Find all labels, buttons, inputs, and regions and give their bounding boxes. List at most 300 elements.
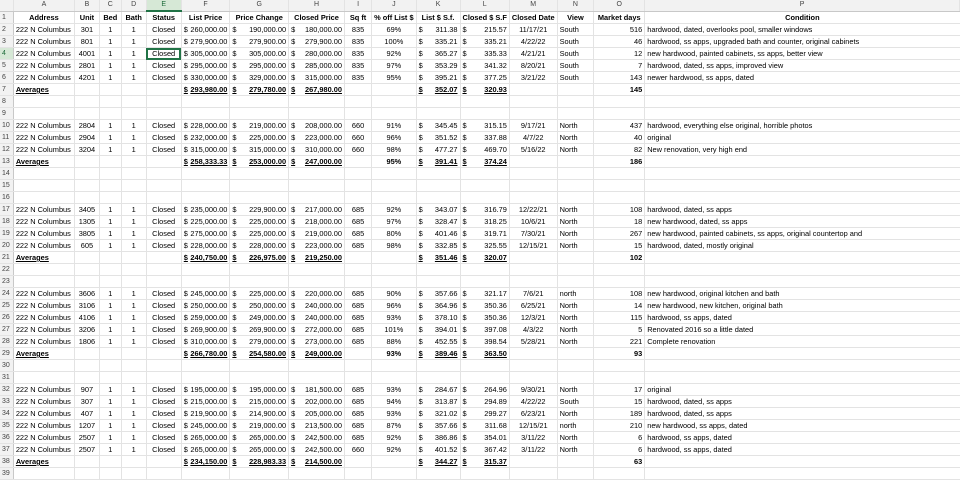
cell-closed-per-sf[interactable] bbox=[460, 228, 509, 240]
cell-closed-price[interactable] bbox=[289, 96, 345, 108]
cell-sq-ft[interactable] bbox=[344, 336, 371, 348]
cell-closed-price[interactable] bbox=[289, 108, 345, 120]
cell-price-change[interactable] bbox=[230, 276, 289, 288]
cell-pct-off-list[interactable] bbox=[372, 468, 416, 480]
cell-closed-date[interactable] bbox=[509, 84, 557, 96]
cell-price-change[interactable] bbox=[230, 36, 289, 48]
cell-sq-ft[interactable] bbox=[344, 252, 371, 264]
cell-bed[interactable] bbox=[99, 84, 121, 96]
cell-unit[interactable] bbox=[75, 336, 100, 348]
row-header[interactable]: 27 bbox=[0, 324, 13, 336]
cell-unit[interactable] bbox=[75, 372, 100, 384]
cell-market-days[interactable] bbox=[594, 228, 645, 240]
cell-view[interactable] bbox=[557, 420, 594, 432]
cell-market-days[interactable] bbox=[594, 108, 645, 120]
cell-bath[interactable] bbox=[121, 324, 146, 336]
cell-list-per-sf[interactable] bbox=[416, 72, 460, 84]
cell-market-days[interactable] bbox=[594, 396, 645, 408]
cell-closed-per-sf[interactable] bbox=[460, 288, 509, 300]
cell-price-change[interactable] bbox=[230, 336, 289, 348]
cell-pct-off-list[interactable] bbox=[372, 384, 416, 396]
cell-bed[interactable] bbox=[99, 432, 121, 444]
cell-list-per-sf[interactable] bbox=[416, 240, 460, 252]
cell-price-change[interactable] bbox=[230, 108, 289, 120]
cell-status[interactable] bbox=[146, 456, 181, 468]
cell-pct-off-list[interactable] bbox=[372, 360, 416, 372]
cell-view[interactable] bbox=[557, 252, 594, 264]
cell-closed-price[interactable] bbox=[289, 192, 345, 204]
cell-closed-date[interactable] bbox=[509, 204, 557, 216]
cell-price-change[interactable] bbox=[230, 24, 289, 36]
cell-unit[interactable] bbox=[75, 36, 100, 48]
cell-closed-per-sf[interactable] bbox=[460, 216, 509, 228]
cell-view[interactable] bbox=[557, 372, 594, 384]
cell-bath[interactable] bbox=[121, 132, 146, 144]
cell-bed[interactable] bbox=[99, 348, 121, 360]
cell-price-change[interactable] bbox=[230, 456, 289, 468]
cell-unit[interactable] bbox=[75, 360, 100, 372]
cell-closed-date[interactable] bbox=[509, 36, 557, 48]
cell-closed-date[interactable] bbox=[509, 372, 557, 384]
cell-bath[interactable] bbox=[121, 36, 146, 48]
cell-market-days[interactable] bbox=[594, 432, 645, 444]
cell-market-days[interactable] bbox=[594, 276, 645, 288]
cell-condition[interactable] bbox=[645, 408, 960, 420]
column-header-k[interactable]: K bbox=[416, 0, 460, 11]
cell-condition[interactable] bbox=[645, 300, 960, 312]
cell-list-price[interactable] bbox=[181, 300, 230, 312]
cell-market-days[interactable] bbox=[594, 420, 645, 432]
cell-bed[interactable] bbox=[99, 468, 121, 480]
row-header[interactable]: 30 bbox=[0, 360, 13, 372]
cell-unit[interactable] bbox=[75, 312, 100, 324]
cell-list-per-sf[interactable] bbox=[416, 204, 460, 216]
cell-list-per-sf[interactable] bbox=[416, 312, 460, 324]
cell-pct-off-list[interactable] bbox=[372, 108, 416, 120]
cell-closed-per-sf[interactable] bbox=[460, 420, 509, 432]
cell-closed-per-sf[interactable]: Closed $ S.F bbox=[460, 11, 509, 24]
cell-closed-price[interactable] bbox=[289, 456, 345, 468]
row-header[interactable]: 29 bbox=[0, 348, 13, 360]
cell-sq-ft[interactable] bbox=[344, 24, 371, 36]
column-header-o[interactable]: O bbox=[594, 0, 645, 11]
cell-closed-price[interactable] bbox=[289, 168, 345, 180]
cell-unit[interactable] bbox=[75, 96, 100, 108]
cell-list-per-sf[interactable] bbox=[416, 252, 460, 264]
cell-closed-per-sf[interactable] bbox=[460, 348, 509, 360]
cell-unit[interactable] bbox=[75, 444, 100, 456]
cell-condition[interactable] bbox=[645, 132, 960, 144]
cell-status[interactable] bbox=[146, 120, 181, 132]
cell-address[interactable] bbox=[13, 264, 74, 276]
cell-address[interactable] bbox=[13, 432, 74, 444]
cell-address[interactable] bbox=[13, 180, 74, 192]
column-header-h[interactable]: H bbox=[289, 0, 345, 11]
cell-closed-price[interactable] bbox=[289, 24, 345, 36]
cell-status[interactable] bbox=[146, 468, 181, 480]
cell-closed-price[interactable] bbox=[289, 60, 345, 72]
cell-pct-off-list[interactable] bbox=[372, 204, 416, 216]
cell-pct-off-list[interactable] bbox=[372, 312, 416, 324]
cell-price-change[interactable] bbox=[230, 180, 289, 192]
cell-closed-price[interactable] bbox=[289, 132, 345, 144]
cell-pct-off-list[interactable] bbox=[372, 180, 416, 192]
cell-closed-price[interactable] bbox=[289, 324, 345, 336]
cell-address[interactable] bbox=[13, 204, 74, 216]
cell-closed-per-sf[interactable] bbox=[460, 120, 509, 132]
cell-condition[interactable] bbox=[645, 420, 960, 432]
cell-closed-date[interactable] bbox=[509, 252, 557, 264]
cell-condition[interactable] bbox=[645, 288, 960, 300]
cell-pct-off-list[interactable] bbox=[372, 132, 416, 144]
cell-list-price[interactable] bbox=[181, 96, 230, 108]
cell-closed-per-sf[interactable] bbox=[460, 468, 509, 480]
cell-unit[interactable] bbox=[75, 60, 100, 72]
cell-closed-date[interactable] bbox=[509, 384, 557, 396]
cell-sq-ft[interactable] bbox=[344, 240, 371, 252]
cell-condition[interactable] bbox=[645, 372, 960, 384]
cell-list-per-sf[interactable] bbox=[416, 444, 460, 456]
cell-bath[interactable] bbox=[121, 444, 146, 456]
cell-bed[interactable] bbox=[99, 24, 121, 36]
cell-bath[interactable] bbox=[121, 336, 146, 348]
cell-bath[interactable] bbox=[121, 204, 146, 216]
cell-list-price[interactable] bbox=[181, 444, 230, 456]
cell-pct-off-list[interactable] bbox=[372, 156, 416, 168]
cell-closed-date[interactable] bbox=[509, 288, 557, 300]
cell-list-per-sf[interactable] bbox=[416, 288, 460, 300]
cell-list-per-sf[interactable] bbox=[416, 84, 460, 96]
cell-pct-off-list[interactable] bbox=[372, 72, 416, 84]
cell-status[interactable] bbox=[146, 72, 181, 84]
cell-bath[interactable] bbox=[121, 456, 146, 468]
cell-price-change[interactable] bbox=[230, 312, 289, 324]
cell-price-change[interactable] bbox=[230, 240, 289, 252]
cell-price-change[interactable] bbox=[230, 48, 289, 60]
cell-list-per-sf[interactable] bbox=[416, 180, 460, 192]
cell-pct-off-list[interactable] bbox=[372, 300, 416, 312]
cell-view[interactable] bbox=[557, 240, 594, 252]
cell-closed-per-sf[interactable] bbox=[460, 48, 509, 60]
cell-closed-per-sf[interactable] bbox=[460, 456, 509, 468]
cell-unit[interactable] bbox=[75, 84, 100, 96]
cell-unit[interactable] bbox=[75, 324, 100, 336]
cell-pct-off-list[interactable] bbox=[372, 96, 416, 108]
cell-list-price[interactable] bbox=[181, 120, 230, 132]
cell-status[interactable] bbox=[146, 168, 181, 180]
cell-closed-per-sf[interactable] bbox=[460, 144, 509, 156]
cell-view[interactable] bbox=[557, 168, 594, 180]
cell-closed-price[interactable] bbox=[289, 36, 345, 48]
cell-condition[interactable] bbox=[645, 180, 960, 192]
cell-bed[interactable] bbox=[99, 408, 121, 420]
cell-closed-date[interactable] bbox=[509, 360, 557, 372]
cell-bed[interactable] bbox=[99, 120, 121, 132]
row-header[interactable]: 18 bbox=[0, 216, 13, 228]
cell-view[interactable] bbox=[557, 444, 594, 456]
cell-sq-ft[interactable] bbox=[344, 360, 371, 372]
cell-list-price[interactable] bbox=[181, 396, 230, 408]
cell-list-price[interactable] bbox=[181, 456, 230, 468]
cell-list-price[interactable] bbox=[181, 264, 230, 276]
column-header-e[interactable]: E bbox=[146, 0, 181, 11]
cell-market-days[interactable] bbox=[594, 72, 645, 84]
cell-closed-price[interactable] bbox=[289, 408, 345, 420]
cell-bath[interactable] bbox=[121, 228, 146, 240]
row-header[interactable]: 37 bbox=[0, 444, 13, 456]
cell-bath[interactable] bbox=[121, 84, 146, 96]
cell-closed-per-sf[interactable] bbox=[460, 24, 509, 36]
cell-unit[interactable] bbox=[75, 24, 100, 36]
cell-view[interactable] bbox=[557, 288, 594, 300]
cell-closed-date[interactable] bbox=[509, 228, 557, 240]
cell-closed-price[interactable] bbox=[289, 264, 345, 276]
cell-bath[interactable] bbox=[121, 252, 146, 264]
cell-unit[interactable] bbox=[75, 132, 100, 144]
cell-closed-per-sf[interactable] bbox=[460, 312, 509, 324]
cell-closed-per-sf[interactable] bbox=[460, 252, 509, 264]
cell-list-price[interactable]: List Price bbox=[181, 11, 230, 24]
cell-price-change[interactable] bbox=[230, 408, 289, 420]
cell-unit[interactable] bbox=[75, 168, 100, 180]
row-header[interactable]: 13 bbox=[0, 156, 13, 168]
cell-closed-per-sf[interactable] bbox=[460, 180, 509, 192]
cell-pct-off-list[interactable] bbox=[372, 228, 416, 240]
cell-bed[interactable] bbox=[99, 96, 121, 108]
cell-view[interactable] bbox=[557, 312, 594, 324]
cell-list-price[interactable] bbox=[181, 312, 230, 324]
cell-bath[interactable]: Bath bbox=[121, 11, 146, 24]
cell-market-days[interactable] bbox=[594, 240, 645, 252]
cell-price-change[interactable] bbox=[230, 72, 289, 84]
cell-bath[interactable] bbox=[121, 120, 146, 132]
cell-list-price[interactable] bbox=[181, 420, 230, 432]
cell-closed-date[interactable] bbox=[509, 240, 557, 252]
cell-closed-date[interactable] bbox=[509, 408, 557, 420]
cell-market-days[interactable] bbox=[594, 324, 645, 336]
row-header[interactable]: 35 bbox=[0, 420, 13, 432]
cell-closed-price[interactable] bbox=[289, 228, 345, 240]
row-header[interactable]: 10 bbox=[0, 120, 13, 132]
cell-status[interactable] bbox=[146, 372, 181, 384]
cell-price-change[interactable] bbox=[230, 420, 289, 432]
cell-bed[interactable] bbox=[99, 372, 121, 384]
cell-sq-ft[interactable] bbox=[344, 408, 371, 420]
cell-closed-per-sf[interactable] bbox=[460, 276, 509, 288]
cell-list-price[interactable] bbox=[181, 36, 230, 48]
cell-address[interactable] bbox=[13, 144, 74, 156]
cell-view[interactable] bbox=[557, 108, 594, 120]
row-header[interactable]: 39 bbox=[0, 468, 13, 480]
cell-pct-off-list[interactable] bbox=[372, 396, 416, 408]
cell-view[interactable] bbox=[557, 468, 594, 480]
cell-price-change[interactable] bbox=[230, 300, 289, 312]
cell-pct-off-list[interactable] bbox=[372, 408, 416, 420]
cell-unit[interactable] bbox=[75, 48, 100, 60]
cell-address[interactable] bbox=[13, 456, 74, 468]
cell-sq-ft[interactable] bbox=[344, 168, 371, 180]
cell-address[interactable] bbox=[13, 60, 74, 72]
cell-bed[interactable] bbox=[99, 384, 121, 396]
cell-closed-per-sf[interactable] bbox=[460, 336, 509, 348]
cell-bath[interactable] bbox=[121, 468, 146, 480]
cell-condition[interactable] bbox=[645, 96, 960, 108]
cell-status[interactable] bbox=[146, 228, 181, 240]
row-header[interactable]: 22 bbox=[0, 264, 13, 276]
column-header-j[interactable]: J bbox=[372, 0, 416, 11]
cell-view[interactable] bbox=[557, 120, 594, 132]
cell-bed[interactable] bbox=[99, 144, 121, 156]
row-header[interactable]: 17 bbox=[0, 204, 13, 216]
cell-condition[interactable] bbox=[645, 24, 960, 36]
cell-condition[interactable] bbox=[645, 48, 960, 60]
cell-address[interactable] bbox=[13, 360, 74, 372]
column-header-l[interactable]: L bbox=[460, 0, 509, 11]
cell-bath[interactable] bbox=[121, 96, 146, 108]
cell-pct-off-list[interactable] bbox=[372, 216, 416, 228]
cell-list-per-sf[interactable] bbox=[416, 396, 460, 408]
cell-pct-off-list[interactable] bbox=[372, 168, 416, 180]
cell-list-per-sf[interactable] bbox=[416, 192, 460, 204]
cell-address[interactable] bbox=[13, 396, 74, 408]
cell-price-change[interactable] bbox=[230, 384, 289, 396]
cell-address[interactable] bbox=[13, 408, 74, 420]
cell-condition[interactable] bbox=[645, 468, 960, 480]
cell-bath[interactable] bbox=[121, 420, 146, 432]
cell-status[interactable] bbox=[146, 108, 181, 120]
row-header[interactable]: 20 bbox=[0, 240, 13, 252]
cell-closed-per-sf[interactable] bbox=[460, 264, 509, 276]
cell-closed-date[interactable] bbox=[509, 456, 557, 468]
cell-sq-ft[interactable] bbox=[344, 468, 371, 480]
cell-market-days[interactable] bbox=[594, 252, 645, 264]
cell-closed-date[interactable] bbox=[509, 108, 557, 120]
cell-condition[interactable] bbox=[645, 36, 960, 48]
cell-closed-price[interactable] bbox=[289, 396, 345, 408]
cell-closed-per-sf[interactable] bbox=[460, 36, 509, 48]
cell-pct-off-list[interactable] bbox=[372, 372, 416, 384]
row-header[interactable]: 36 bbox=[0, 432, 13, 444]
cell-market-days[interactable] bbox=[594, 132, 645, 144]
cell-closed-price[interactable] bbox=[289, 84, 345, 96]
cell-bath[interactable] bbox=[121, 156, 146, 168]
cell-market-days[interactable] bbox=[594, 84, 645, 96]
cell-condition[interactable] bbox=[645, 168, 960, 180]
cell-closed-date[interactable] bbox=[509, 96, 557, 108]
cell-market-days[interactable] bbox=[594, 48, 645, 60]
cell-address[interactable] bbox=[13, 192, 74, 204]
row-header[interactable]: 8 bbox=[0, 96, 13, 108]
column-header-g[interactable]: G bbox=[230, 0, 289, 11]
cell-list-per-sf[interactable] bbox=[416, 132, 460, 144]
cell-sq-ft[interactable]: Sq ft bbox=[344, 11, 371, 24]
cell-status[interactable] bbox=[146, 132, 181, 144]
column-header-f[interactable]: F bbox=[181, 0, 230, 11]
cell-status[interactable] bbox=[146, 60, 181, 72]
cell-list-price[interactable] bbox=[181, 240, 230, 252]
cell-closed-price[interactable] bbox=[289, 120, 345, 132]
cell-address[interactable] bbox=[13, 108, 74, 120]
cell-pct-off-list[interactable] bbox=[372, 324, 416, 336]
cell-unit[interactable] bbox=[75, 264, 100, 276]
cell-price-change[interactable] bbox=[230, 444, 289, 456]
cell-condition[interactable] bbox=[645, 144, 960, 156]
cell-condition[interactable] bbox=[645, 156, 960, 168]
cell-sq-ft[interactable] bbox=[344, 48, 371, 60]
cell-bed[interactable] bbox=[99, 60, 121, 72]
cell-address[interactable] bbox=[13, 48, 74, 60]
cell-closed-price[interactable] bbox=[289, 336, 345, 348]
cell-unit[interactable] bbox=[75, 468, 100, 480]
cell-bed[interactable] bbox=[99, 132, 121, 144]
cell-list-price[interactable] bbox=[181, 84, 230, 96]
cell-price-change[interactable] bbox=[230, 432, 289, 444]
cell-bath[interactable] bbox=[121, 60, 146, 72]
cell-bath[interactable] bbox=[121, 144, 146, 156]
row-header[interactable]: 1 bbox=[0, 11, 13, 24]
cell-view[interactable] bbox=[557, 204, 594, 216]
cell-condition[interactable] bbox=[645, 276, 960, 288]
cell-closed-price[interactable] bbox=[289, 348, 345, 360]
cell-status[interactable] bbox=[146, 324, 181, 336]
cell-closed-date[interactable] bbox=[509, 156, 557, 168]
cell-bath[interactable] bbox=[121, 216, 146, 228]
row-header[interactable]: 26 bbox=[0, 312, 13, 324]
cell-bath[interactable] bbox=[121, 48, 146, 60]
cell-list-price[interactable] bbox=[181, 408, 230, 420]
cell-view[interactable] bbox=[557, 300, 594, 312]
cell-list-per-sf[interactable] bbox=[416, 324, 460, 336]
cell-bed[interactable] bbox=[99, 336, 121, 348]
cell-closed-date[interactable] bbox=[509, 24, 557, 36]
cell-condition[interactable] bbox=[645, 360, 960, 372]
cell-sq-ft[interactable] bbox=[344, 444, 371, 456]
cell-sq-ft[interactable] bbox=[344, 228, 371, 240]
cell-closed-per-sf[interactable] bbox=[460, 192, 509, 204]
cell-market-days[interactable] bbox=[594, 444, 645, 456]
cell-list-price[interactable] bbox=[181, 72, 230, 84]
cell-pct-off-list[interactable] bbox=[372, 264, 416, 276]
cell-condition[interactable] bbox=[645, 192, 960, 204]
cell-closed-price[interactable] bbox=[289, 360, 345, 372]
cell-status[interactable] bbox=[146, 444, 181, 456]
cell-status[interactable] bbox=[146, 180, 181, 192]
cell-price-change[interactable] bbox=[230, 348, 289, 360]
cell-closed-price[interactable] bbox=[289, 240, 345, 252]
cell-status[interactable] bbox=[146, 204, 181, 216]
cell-closed-date[interactable] bbox=[509, 276, 557, 288]
cell-unit[interactable] bbox=[75, 288, 100, 300]
cell-unit[interactable] bbox=[75, 204, 100, 216]
cell-list-per-sf[interactable] bbox=[416, 336, 460, 348]
cell-bed[interactable] bbox=[99, 264, 121, 276]
cell-address[interactable] bbox=[13, 420, 74, 432]
cell-bed[interactable] bbox=[99, 288, 121, 300]
cell-price-change[interactable] bbox=[230, 132, 289, 144]
cell-market-days[interactable] bbox=[594, 288, 645, 300]
cell-sq-ft[interactable] bbox=[344, 36, 371, 48]
cell-status[interactable] bbox=[146, 432, 181, 444]
cell-price-change[interactable] bbox=[230, 360, 289, 372]
cell-closed-price[interactable] bbox=[289, 288, 345, 300]
cell-view[interactable] bbox=[557, 60, 594, 72]
cell-closed-per-sf[interactable] bbox=[460, 108, 509, 120]
column-header-a[interactable]: A bbox=[13, 0, 74, 11]
cell-view[interactable] bbox=[557, 276, 594, 288]
cell-list-price[interactable] bbox=[181, 108, 230, 120]
cell-closed-date[interactable] bbox=[509, 396, 557, 408]
cell-view[interactable] bbox=[557, 144, 594, 156]
